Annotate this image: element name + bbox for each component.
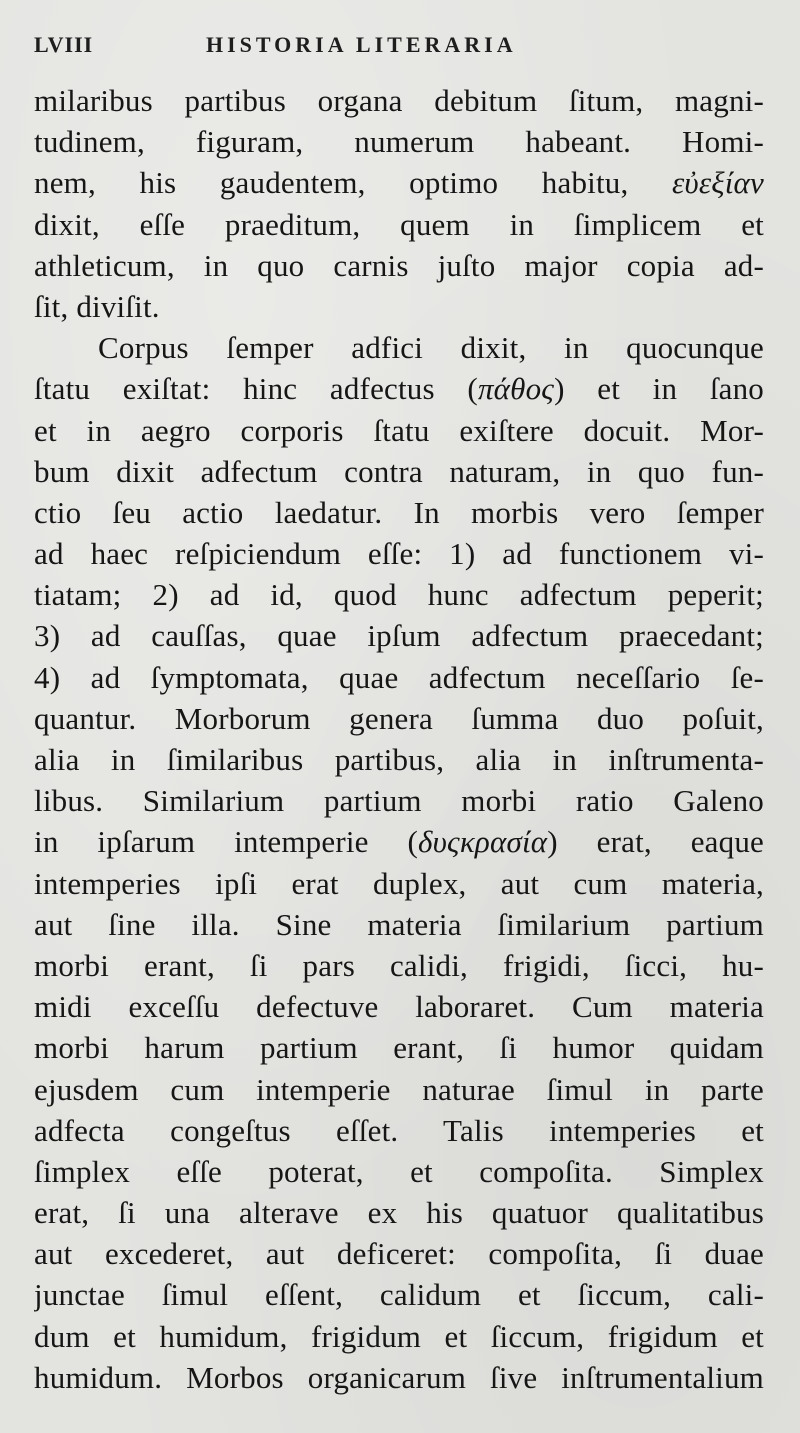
text-line: ejusdem cum intemperie naturae ſimul in parte <box>34 1071 764 1107</box>
body-text <box>34 80 764 1398</box>
text-line: tiatam; 2) ad id, quod hunc adfectum peperit; <box>34 577 764 613</box>
text-line: erat, ſi una alterave ex his quatuor qualitatibus <box>34 1195 764 1231</box>
text-line: adfecta congeſtus eſſet. Talis intemperies et <box>34 1112 764 1148</box>
text-segment: ) erat, eaque <box>547 824 764 860</box>
text-line: morbi harum partium erant, ſi humor quidam <box>34 1030 764 1066</box>
text-line-with-greek <box>34 162 764 203</box>
greek-term: πάθος <box>477 371 555 407</box>
running-title: HISTORIA LITERARIA <box>206 32 517 57</box>
text-line: quantur. Morborum genera ſumma duo poſuit, <box>34 700 764 736</box>
text-line: dum et humidum, frigidum et ſiccum, frigidum et <box>34 1318 764 1354</box>
text-line: aut excederet, aut deficeret: compoſita, ſi duae <box>34 1236 764 1272</box>
text-line: libus. Similarium partium morbi ratio Galeno <box>34 783 764 819</box>
text-line: midi exceſſu defectuve laboraret. Cum materia <box>34 989 764 1025</box>
text-line: alia in ſimilaribus partibus, alia in inſtrumenta- <box>34 742 764 777</box>
text-segment: ) et in ſano <box>554 371 764 407</box>
text-line: 4) ad ſymptomata, quae adfectum neceſſario ſe- <box>34 659 764 695</box>
text-segment: nem, his gaudentem, optimo habitu, <box>34 165 673 201</box>
text-line: ctio ſeu actio laedatur. In morbis vero ſemper <box>34 494 764 530</box>
text-line: ad haec reſpiciendum eſſe: 1) ad functionem vi- <box>34 536 764 572</box>
page-number: LVIII <box>34 32 94 57</box>
text-segment: ſtatu exiſtat: hinc adfectus ( <box>34 371 478 407</box>
text-line: humidum. Morbos organicarum ſive inſtrumentalium <box>34 1359 764 1395</box>
text-segment: in ipſarum intemperie ( <box>34 824 419 860</box>
text-line: junctae ſimul eſſent, calidum et ſiccum, cali- <box>34 1277 764 1313</box>
text-line: milaribus partibus organa debitum ſitum, magni- <box>34 83 764 118</box>
paragraph-end-line: ſit, diviſit. <box>34 288 160 324</box>
text-line: ſimplex eſſe poterat, et compoſita. Simplex <box>34 1153 764 1189</box>
running-head <box>34 26 764 62</box>
text-line: 3) ad cauſſas, quae ipſum adfectum praecedant; <box>34 618 764 654</box>
text-line: morbi erant, ſi pars calidi, frigidi, ſicci, hu- <box>34 947 764 983</box>
text-line: et in aegro corporis ſtatu exiſtere docuit. Mor- <box>34 412 764 448</box>
text-line: intemperies ipſi erat duplex, aut cum materia, <box>34 865 764 901</box>
text-line-with-greek <box>34 821 764 862</box>
text-line: bum dixit adfectum contra naturam, in quo fun- <box>34 453 764 489</box>
text-line-with-greek <box>34 368 764 409</box>
paragraph-first-line: Corpus ſemper adfici dixit, in quocunque <box>98 330 764 366</box>
text-line: aut ſine illa. Sine materia ſimilarium partium <box>34 906 764 942</box>
text-line: tudinem, figuram, numerum habeant. Homi- <box>34 124 764 160</box>
greek-term: εὐεξίαν <box>672 165 764 201</box>
greek-term: δυςκρασία <box>418 824 548 860</box>
text-line: athleticum, in quo carnis juſto major copia ad- <box>34 247 764 283</box>
text-line: dixit, eſſe praeditum, quem in ſimplicem et <box>34 206 764 242</box>
